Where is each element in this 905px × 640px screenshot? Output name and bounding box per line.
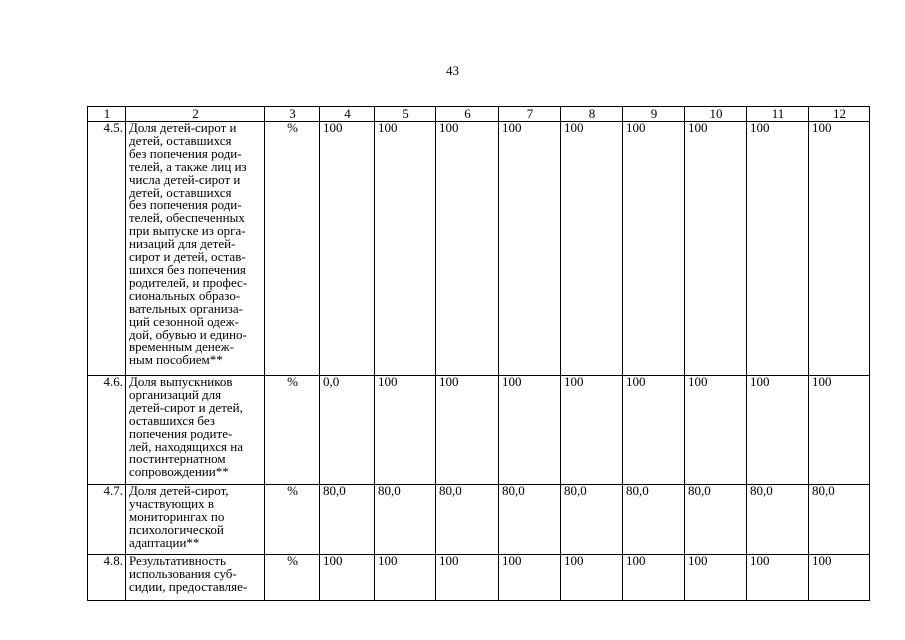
description-line: детей-сирот и детей, xyxy=(129,399,243,415)
unit-cell: % xyxy=(265,555,320,601)
value-cell: 100 xyxy=(375,376,436,485)
value-cell: 100 xyxy=(685,376,747,485)
value-cell: 100 xyxy=(561,555,623,601)
column-number-header: 6 xyxy=(436,107,499,122)
value-cell: 100 xyxy=(685,555,747,601)
description-line: лей, находящихся на xyxy=(129,438,243,454)
value-cell: 100 xyxy=(436,122,499,376)
description-line: использования суб- xyxy=(129,565,237,581)
description-line: сиональных образо- xyxy=(129,287,241,303)
column-number-header: 11 xyxy=(747,107,809,122)
column-number-header: 3 xyxy=(265,107,320,122)
value-cell: 100 xyxy=(809,376,870,485)
table-row xyxy=(88,122,870,376)
description-line: организаций для xyxy=(129,386,222,402)
indicator-description xyxy=(126,485,265,555)
value-cell: 100 xyxy=(747,376,809,485)
description-line: шихся без попечения xyxy=(129,261,246,277)
indicator-description xyxy=(126,122,265,376)
description-line: ным пособием** xyxy=(129,352,223,368)
value-cell: 100 xyxy=(320,122,375,376)
value-cell: 80,0 xyxy=(320,485,375,555)
column-number-header: 1 xyxy=(88,107,126,122)
value-cell: 100 xyxy=(499,555,561,601)
description-line: без попечения роди- xyxy=(129,145,242,161)
value-cell: 80,0 xyxy=(623,485,685,555)
description-line: участвующих в xyxy=(129,495,215,511)
column-number-header: 7 xyxy=(499,107,561,122)
row-number: 4.7. xyxy=(88,485,126,555)
description-line: ций сезонной одеж- xyxy=(129,313,239,329)
value-cell: 100 xyxy=(499,376,561,485)
value-cell: 80,0 xyxy=(375,485,436,555)
description-line: Доля детей-сирот и xyxy=(129,120,237,135)
description-line: сирот и детей, остав- xyxy=(129,249,246,265)
value-cell: 100 xyxy=(499,122,561,376)
description-line: временным денеж- xyxy=(129,339,234,355)
value-cell: 100 xyxy=(375,122,436,376)
description-line: дой, обувью и едино- xyxy=(129,326,247,342)
unit-cell: % xyxy=(265,122,320,376)
value-cell: 100 xyxy=(747,555,809,601)
description-line: сопровождении** xyxy=(129,464,229,480)
description-line: вательных организа- xyxy=(129,300,243,316)
column-number-header: 10 xyxy=(685,107,747,122)
value-cell: 80,0 xyxy=(809,485,870,555)
column-number-header: 5 xyxy=(375,107,436,122)
value-cell: 100 xyxy=(623,376,685,485)
value-cell: 100 xyxy=(623,555,685,601)
description-line: психологической xyxy=(129,521,224,537)
column-number-header: 2 xyxy=(126,107,265,122)
value-cell: 100 xyxy=(436,555,499,601)
description-line: мониторингах по xyxy=(129,508,225,524)
description-line: детей, оставшихся xyxy=(129,132,232,148)
description-line: без попечения роди- xyxy=(129,197,242,213)
value-cell: 80,0 xyxy=(436,485,499,555)
value-cell: 100 xyxy=(809,555,870,601)
description-line: адаптации** xyxy=(129,534,200,550)
value-cell: 100 xyxy=(685,122,747,376)
value-cell: 100 xyxy=(809,122,870,376)
indicator-description xyxy=(126,376,265,485)
row-number: 4.8. xyxy=(88,555,126,601)
column-number-header: 4 xyxy=(320,107,375,122)
description-line: при выпуске из орга- xyxy=(129,223,246,239)
table-row xyxy=(88,555,870,601)
column-number-header: 9 xyxy=(623,107,685,122)
value-cell: 80,0 xyxy=(561,485,623,555)
row-number: 4.6. xyxy=(88,376,126,485)
description-line: постинтернатном xyxy=(129,451,226,467)
description-line: родителей, и профес- xyxy=(129,274,248,290)
row-number: 4.5. xyxy=(88,122,126,376)
table-row xyxy=(88,485,870,555)
table-row xyxy=(88,376,870,485)
unit-cell: % xyxy=(265,485,320,555)
column-number-header: 12 xyxy=(809,107,870,122)
value-cell: 100 xyxy=(561,122,623,376)
value-cell: 100 xyxy=(747,122,809,376)
value-cell: 100 xyxy=(320,555,375,601)
description-line: Результативность xyxy=(129,553,226,568)
page-number: 43 xyxy=(446,63,459,78)
indicator-description xyxy=(126,555,265,601)
value-cell: 100 xyxy=(375,555,436,601)
description-line: Доля детей-сирот, xyxy=(129,483,229,498)
value-cell: 80,0 xyxy=(747,485,809,555)
value-cell: 100 xyxy=(436,376,499,485)
value-cell: 80,0 xyxy=(499,485,561,555)
description-line: попечения родите- xyxy=(129,425,233,441)
indicators-table xyxy=(87,106,870,601)
description-line: телей, а также лиц из xyxy=(129,158,247,174)
description-line: числа детей-сирот и xyxy=(129,171,241,187)
description-line: Доля выпускников xyxy=(129,374,233,389)
description-line: детей, оставшихся xyxy=(129,184,232,200)
value-cell: 80,0 xyxy=(685,485,747,555)
unit-cell: % xyxy=(265,376,320,485)
description-line: оставшихся без xyxy=(129,412,215,428)
description-line: низаций для детей- xyxy=(129,236,236,252)
column-number-header: 8 xyxy=(561,107,623,122)
value-cell: 100 xyxy=(561,376,623,485)
value-cell: 100 xyxy=(623,122,685,376)
description-line: сидии, предоставляе- xyxy=(129,578,248,594)
value-cell: 0,0 xyxy=(320,376,375,485)
description-line: телей, обеспеченных xyxy=(129,210,245,226)
